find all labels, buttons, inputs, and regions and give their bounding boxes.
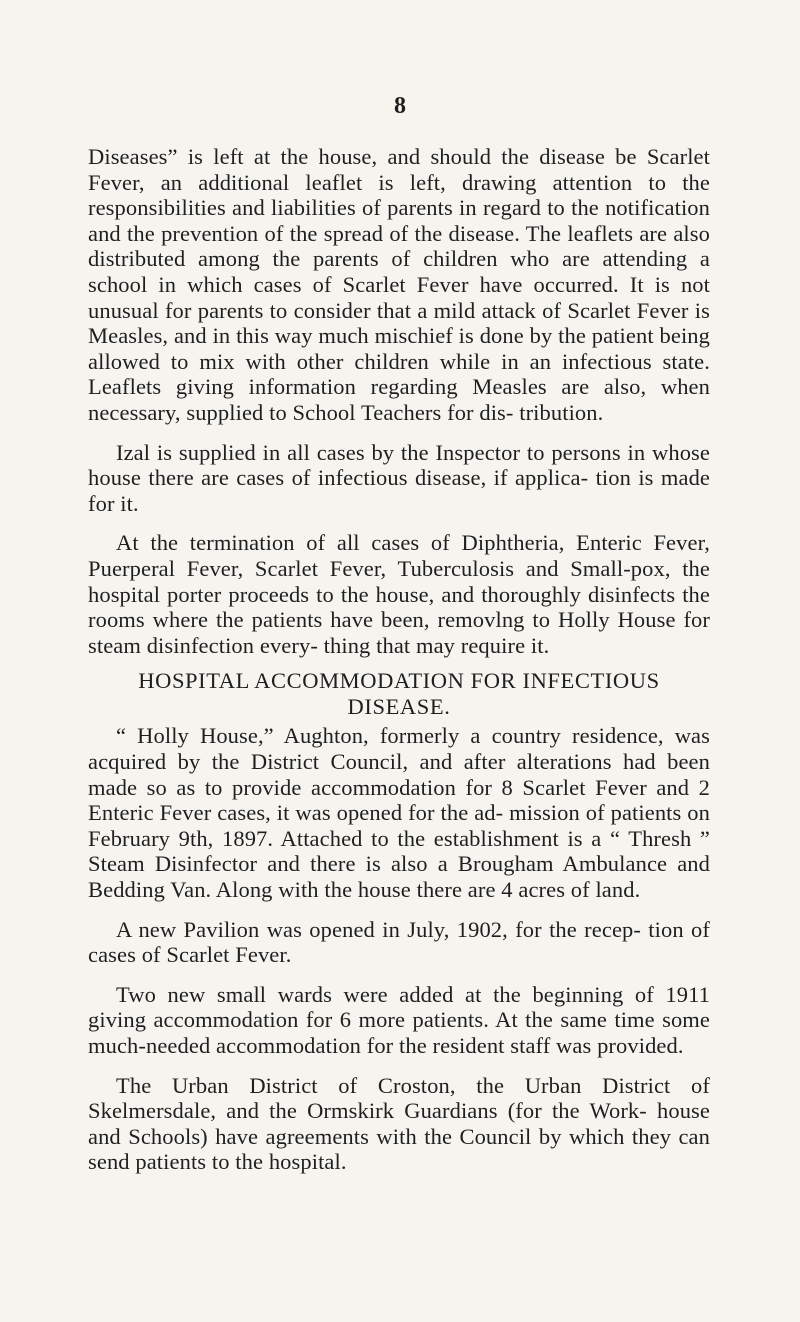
paragraph-pavilion: A new Pavilion was opened in July, 1902, for the recep- tion of cases of Scarlet Fever. <box>88 916 710 968</box>
paragraph-izal: Izal is supplied in all cases by the Inspector to persons in whose house there are cases of infectious disease, if applica- tion is made for it. <box>88 439 710 516</box>
paragraph-disinfection: At the termination of all cases of Diphtheria, Enteric Fever, Puerperal Fever, Scarlet Fever, Tuberculosis and Small-pox, the hospital porter proceeds to the house, and thoroughly disinfects the rooms where the patients have been, removlng to Holly House for steam disinfection every- thing that may require it. <box>88 530 710 658</box>
page-number: 8 <box>394 93 406 119</box>
paragraph-holly-house: “ Holly House,” Aughton, formerly a country residence, was acquired by the District Council, and after alterations had been made so as to provide accommodation for 8 Scarlet Fever and 2 Enteric Fever cases, it was opened for the ad- mission of patients on February 9th, 1897. Attached to the establishment is a “ Thresh ” Steam Disinfector and there is also a Brougham Ambulance and Bedding Van. Along with the house there are 4 acres of land. <box>88 723 710 903</box>
section-heading-line2: DISEASE. <box>347 693 451 719</box>
section-heading <box>88 668 710 719</box>
section-heading-line1: HOSPITAL ACCOMMODATION FOR INFECTIOUS <box>138 668 660 694</box>
body-text <box>88 144 710 1175</box>
paragraph-agreements: The Urban District of Croston, the Urban District of Skelmersdale, and the Ormskirk Guardians (for the Work- house and Schools) have agreements with the Council by which they can send patients to the hospital. <box>88 1072 710 1175</box>
paragraph-new-wards: Two new small wards were added at the beginning of 1911 giving accommodation for 6 more patients. At the same time some much-needed accommodation for the resident staff was provided. <box>88 981 710 1058</box>
paragraph-leaflets: Diseases” is left at the house, and should the disease be Scarlet Fever, an additional leaflet is left, drawing attention to the responsibilities and liabilities of parents in regard to the notification and the prevention of the spread of the disease. The leaflets are also distributed among the parents of children who are attending a school in which cases of Scarlet Fever have occurred. It is not unusual for parents to consider that a mild attack of Scarlet Fever is Measles, and in this way much mischief is done by the patient being allowed to mix with other children while in an infectious state. Leaflets giving information regarding Measles are also, when necessary, supplied to School Teachers for dis- tribution. <box>88 144 710 425</box>
